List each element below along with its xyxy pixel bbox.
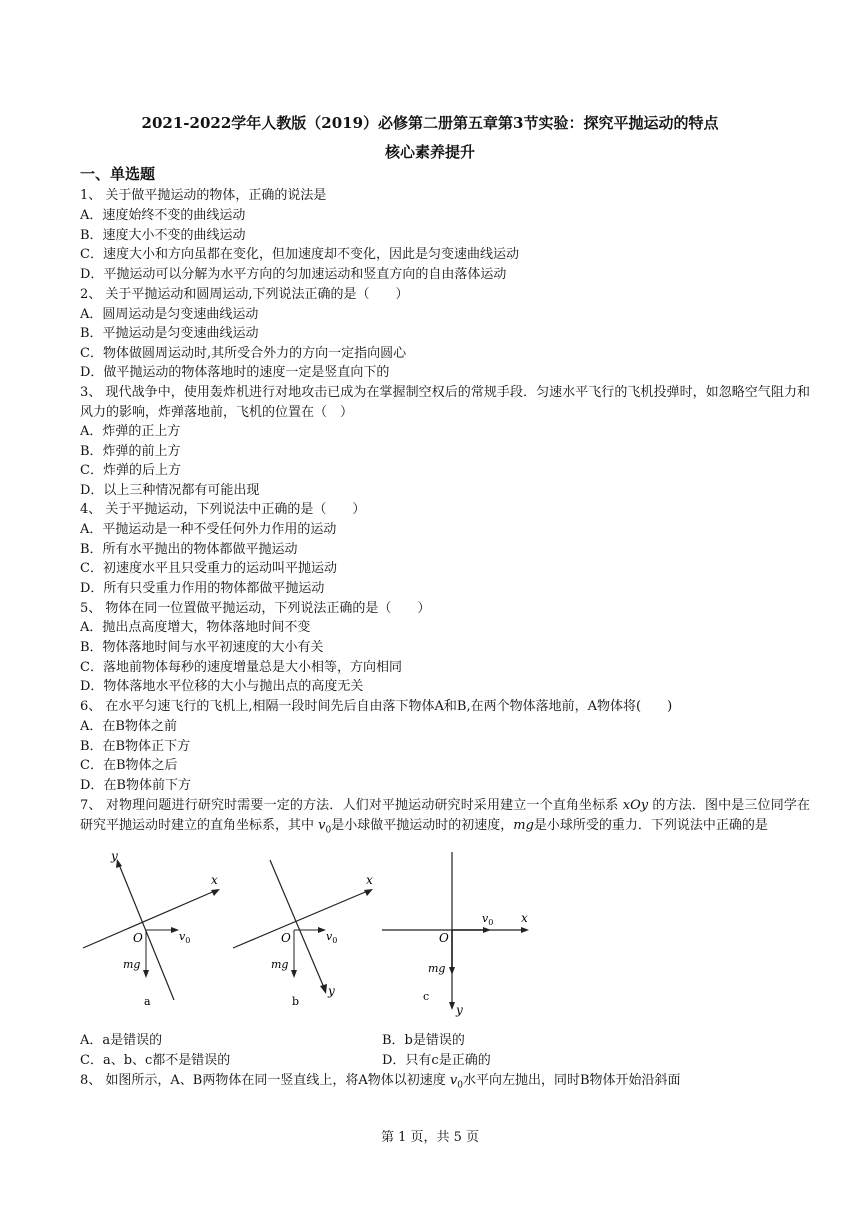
section-heading: 一、单选题 xyxy=(80,165,156,183)
q8-v: v xyxy=(449,1073,458,1088)
text-line: C．炸弹的后上方 xyxy=(80,463,181,478)
fig-a-origin: O xyxy=(133,931,143,945)
q7-text-a: 7、 对物理问题进行研究时需要一定的方法．人们对平抛运动研究时采用建立一个直角坐标系 xyxy=(80,798,623,813)
text-line: C．速度大小和方向虽都在变化，但加速度却不变化，因此是匀变速曲线运动 xyxy=(80,247,519,262)
q8-v-sub: 0 xyxy=(457,1080,463,1091)
q7-option-d: D．只有c是正确的 xyxy=(382,1053,491,1068)
q7-text-e: 是小球做平抛运动时的初速度， xyxy=(331,817,514,833)
text-line: C．落地前物体每秒的速度增量总是大小相等，方向相同 xyxy=(80,660,402,675)
q8-text-c: 水平向左抛出，同时B物体开始沿斜面 xyxy=(462,1073,681,1088)
fig-a-v0: $v_0$ xyxy=(179,930,191,945)
q7-mg: mg xyxy=(513,817,534,833)
text-line: A．速度始终不变的曲线运动 xyxy=(80,208,246,223)
text-line: 6、 在水平匀速飞行的飞机上,相隔一段时间先后自由落下物体A和B,在两个物体落地前，A物体将( ) xyxy=(80,699,673,714)
fig-c-y-label: y xyxy=(456,1003,463,1017)
text-line: 3、 现代战争中，使用轰炸机进行对地攻击已成为在掌握制空权后的常规手段．匀速水平飞行的飞机投弹时，如忽略空气阻力和风力的影响，炸弹落地前，飞机的位置在（ ） xyxy=(80,385,810,420)
fig-c-mg: mg xyxy=(428,962,446,975)
fig-a-y-label: y xyxy=(111,849,118,863)
text-line: 1、 关于做平抛运动的物体，正确的说法是 xyxy=(80,188,327,203)
text-line: A．在B物体之前 xyxy=(80,719,177,734)
q7-option-c: C．a、b、c都不是错误的 xyxy=(80,1053,231,1068)
page-subtitle: 核心素养提升 xyxy=(384,143,475,161)
q7-v-sub: 0 xyxy=(325,825,332,836)
text-line: 5、 物体在同一位置做平抛运动，下列说法正确的是（ ） xyxy=(80,601,431,616)
text-line: A．圆周运动是匀变速曲线运动 xyxy=(80,307,259,322)
text-line: 4、 关于平抛运动，下列说法中正确的是（ ） xyxy=(80,502,366,517)
q7-text-g: 是小球所受的重力．下列说法中正确的是 xyxy=(533,817,768,833)
text-line: C．初速度水平且只受重力的运动叫平抛运动 xyxy=(80,561,337,576)
text-line: D．做平抛运动的物体落地时的速度一定是竖直向下的 xyxy=(80,365,390,380)
fig-c-origin: O xyxy=(439,931,449,945)
text-line: B．速度大小不变的曲线运动 xyxy=(80,228,246,243)
text-line: B．炸弹的前上方 xyxy=(80,444,181,459)
q8-text-a: 8、 如图所示，A、B两物体在同一竖直线上，将A物体以初速度 xyxy=(80,1073,450,1088)
text-line: A．炸弹的正上方 xyxy=(80,424,181,439)
fig-b-origin: O xyxy=(281,931,291,945)
fig-b-x-label: x xyxy=(366,873,373,887)
text-line: C．在B物体之后 xyxy=(80,758,178,773)
q7-v: v xyxy=(318,817,326,833)
fig-a-mg: mg xyxy=(123,958,141,971)
fig-b-y-label: y xyxy=(328,984,335,998)
fig-c-caption: c xyxy=(423,990,430,1003)
q7-xoy: xOy xyxy=(622,798,649,813)
text-line: B．平抛运动是匀变速曲线运动 xyxy=(80,326,259,341)
page-footer: 第 1 页，共 5 页 xyxy=(380,1130,480,1145)
fig-a-x-label: x xyxy=(211,873,218,887)
text-line: 2、 关于平抛运动和圆周运动,下列说法正确的是（ ） xyxy=(80,287,409,302)
text-line: D．以上三种情况都有可能出现 xyxy=(80,483,260,498)
text-line: D．物体落地水平位移的大小与抛出点的高度无关 xyxy=(80,679,364,694)
text-line: B．所有水平抛出的物体都做平抛运动 xyxy=(80,542,298,557)
fig-b-v0: $v_0$ xyxy=(326,930,338,945)
figure-a xyxy=(80,849,230,1012)
fig-b-mg: mg xyxy=(271,958,289,971)
figure-b xyxy=(232,852,382,1012)
text-line: D．平抛运动可以分解为水平方向的匀加速运动和竖直方向的自由落体运动 xyxy=(80,267,507,282)
fig-b-caption: b xyxy=(292,995,300,1008)
q7-option-b: B．b是错误的 xyxy=(382,1033,465,1048)
text-line: A．平抛运动是一种不受任何外力作用的运动 xyxy=(80,522,337,537)
q7-option-a: A．a是错误的 xyxy=(80,1033,163,1048)
text-line: A．抛出点高度增大，物体落地时间不变 xyxy=(80,620,311,635)
question-7-stem xyxy=(80,796,810,841)
text-line: C．物体做圆周运动时,其所受合外力的方向一定指向圆心 xyxy=(80,346,407,361)
figure-c xyxy=(380,852,540,1022)
text-line: B．在B物体正下方 xyxy=(80,739,191,754)
q7-text-c: 的方法．图中是三位同学在研究平抛运动时建立的直角坐标系，其中 xyxy=(80,798,810,833)
fig-a-caption: a xyxy=(144,995,151,1008)
text-line: D．所有只受重力作用的物体都做平抛运动 xyxy=(80,581,325,596)
text-line: B．物体落地时间与水平初速度的大小有关 xyxy=(80,640,324,655)
question-8-stem xyxy=(80,1071,810,1096)
fig-c-v0: $v_0$ xyxy=(482,912,494,927)
fig-c-x-label: x xyxy=(521,911,528,925)
page-title: 2021-2022学年人教版（2019）必修第二册第五章第3节实验：探究平抛运动的特点 xyxy=(141,114,719,132)
text-line: D．在B物体前下方 xyxy=(80,778,191,793)
